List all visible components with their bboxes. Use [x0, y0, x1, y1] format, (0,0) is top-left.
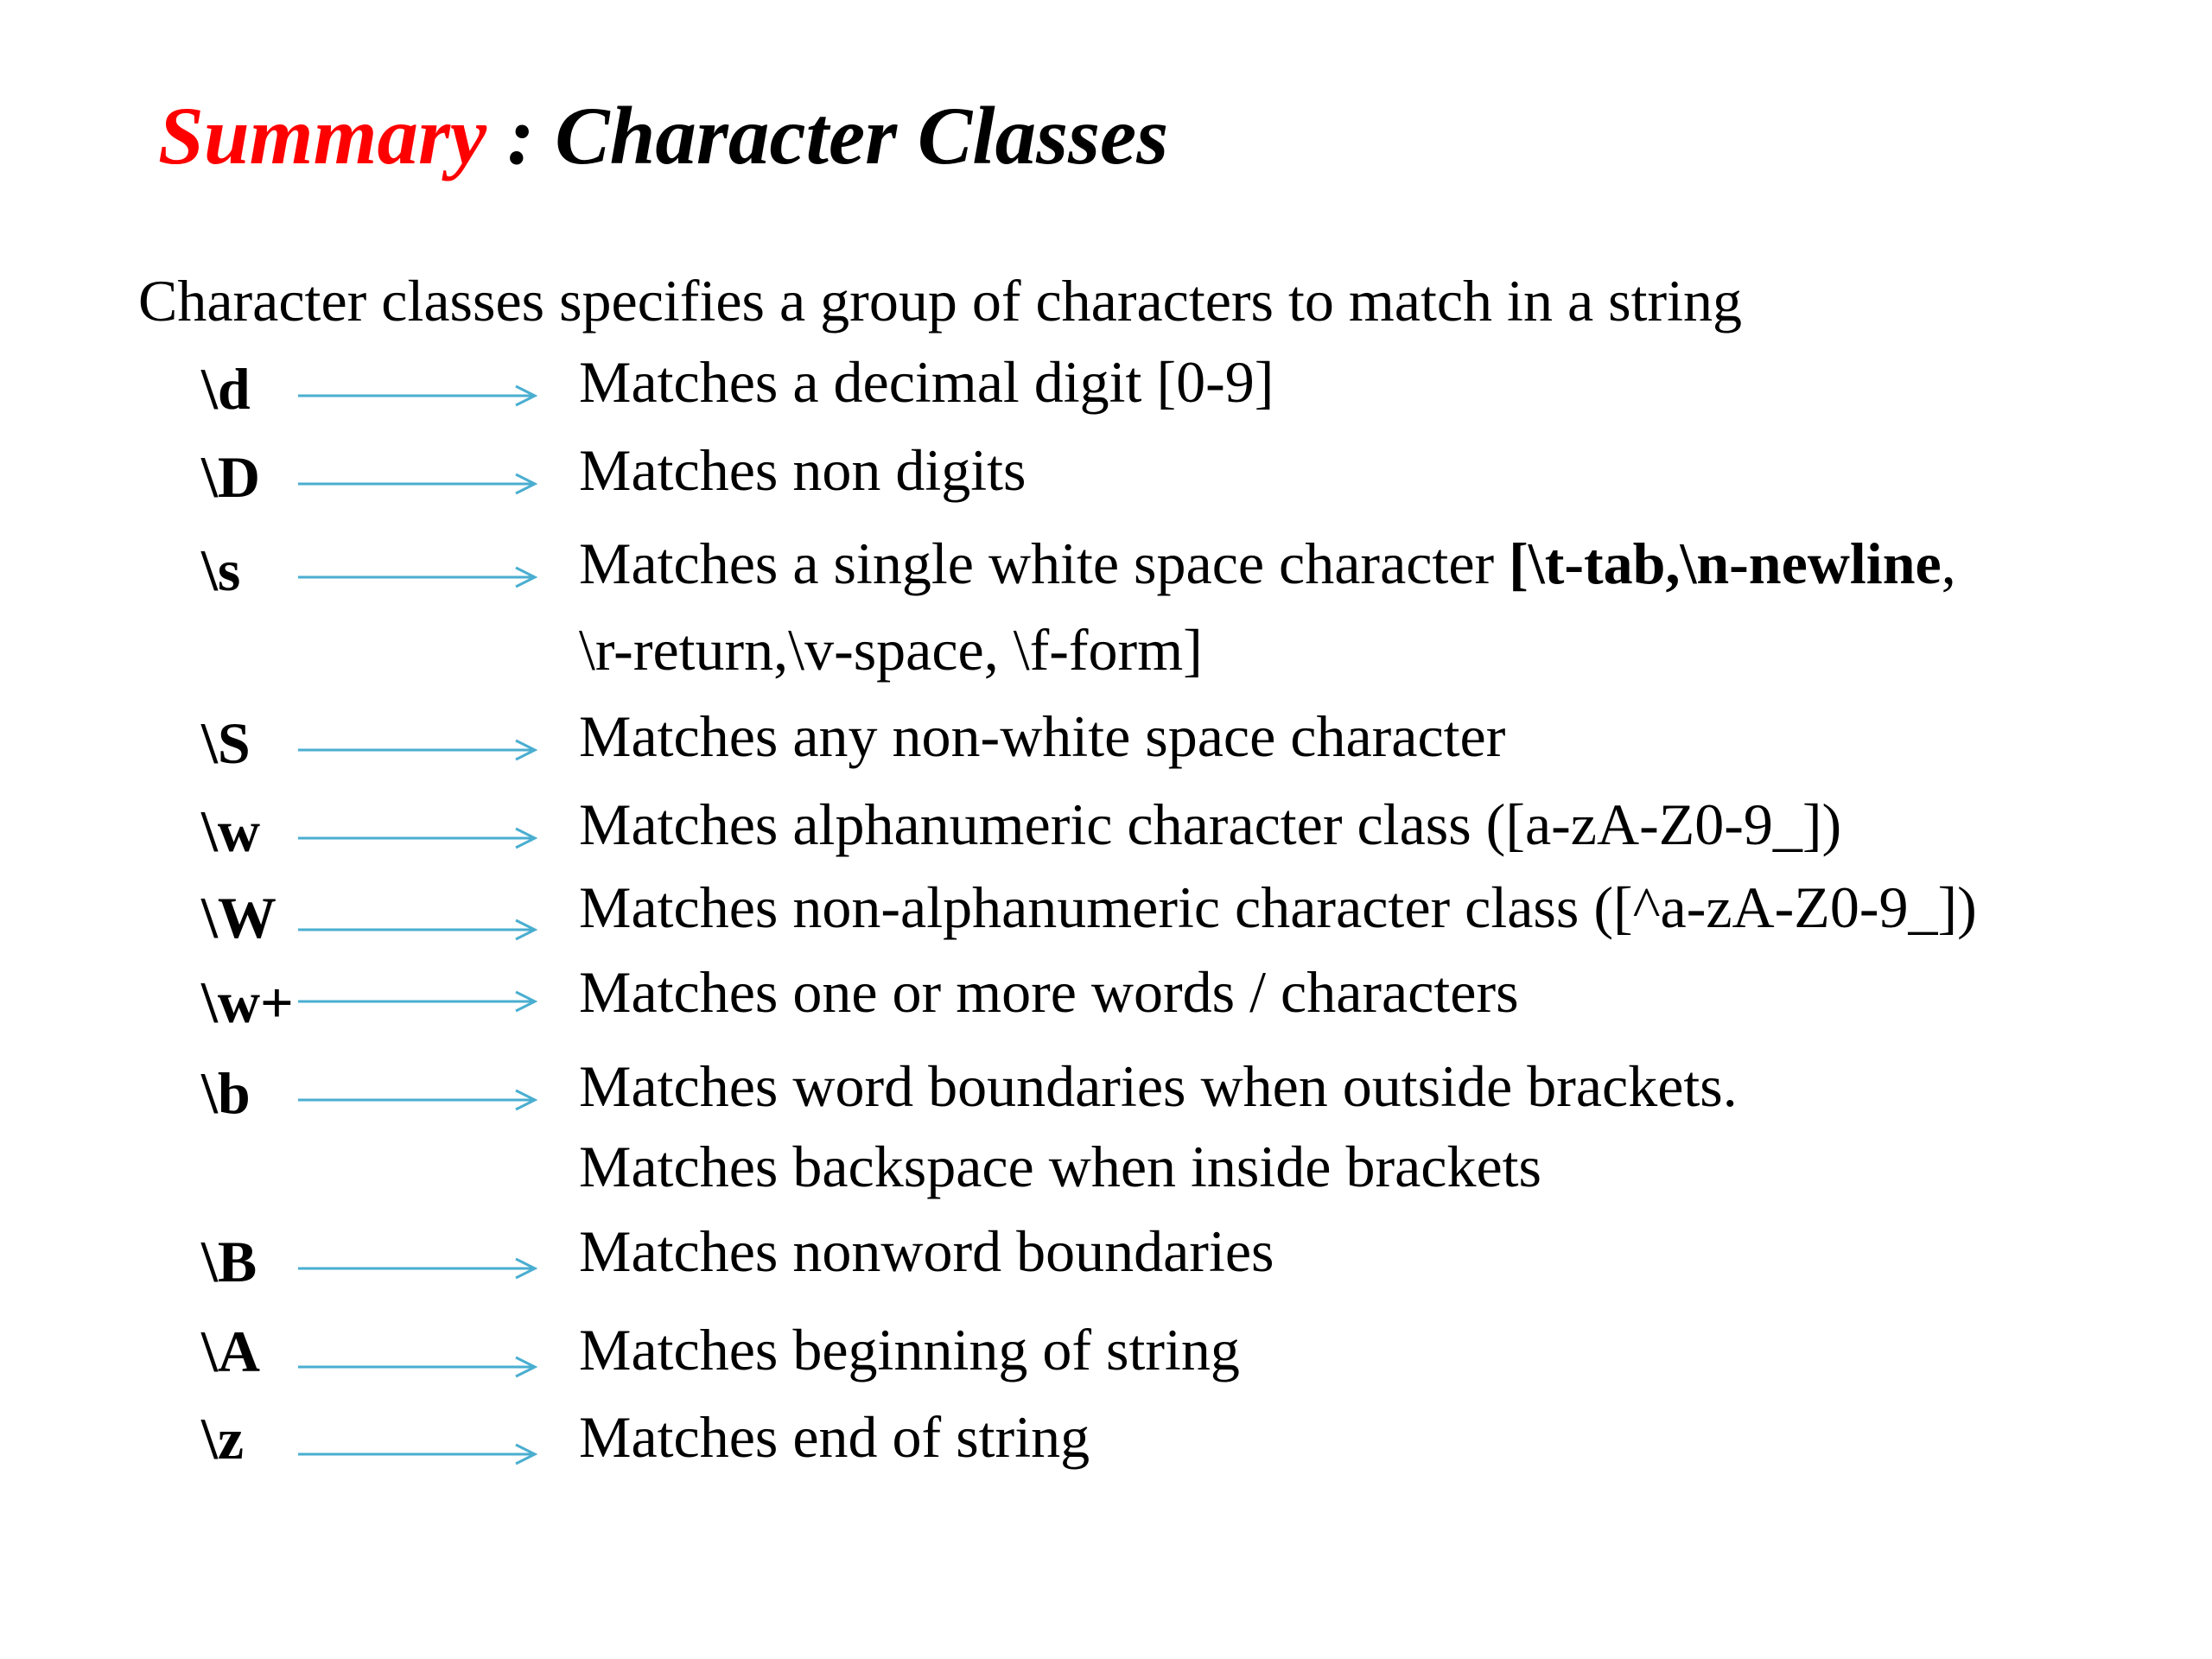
right-arrow-icon	[298, 1442, 540, 1466]
item-code: \A	[201, 1319, 260, 1384]
item-code: \d	[201, 356, 251, 422]
item-description-text: Matches a single white space character	[579, 531, 1510, 596]
right-arrow-icon	[298, 918, 540, 942]
item-description: Matches nonword boundaries	[579, 1218, 1274, 1284]
item-description-line2: Matches backspace when inside brackets	[579, 1134, 1541, 1199]
right-arrow-icon	[298, 565, 540, 589]
item-code: \s	[201, 537, 241, 603]
list-item	[0, 531, 2212, 683]
title-rest: : Character Classes	[486, 90, 1169, 181]
right-arrow-icon	[298, 384, 540, 408]
right-arrow-icon	[298, 1088, 540, 1112]
item-description: Matches non digits	[579, 437, 1027, 503]
list-item	[0, 437, 2212, 520]
list-item	[0, 791, 2212, 874]
list-item	[0, 1404, 2212, 1482]
list-item	[0, 874, 2212, 961]
list-item	[0, 1317, 2212, 1395]
right-arrow-icon	[298, 1355, 540, 1379]
item-description-line2: \r-return,\v-space, \f-form]	[579, 617, 1203, 683]
item-description: Matches any non-white space character	[579, 703, 1506, 769]
item-code: \z	[201, 1406, 245, 1471]
intro-text: Character classes specifies a group of characters to match in a string	[138, 268, 1743, 334]
item-code: \w	[201, 798, 260, 864]
right-arrow-icon	[298, 826, 540, 850]
right-arrow-icon	[298, 472, 540, 496]
item-description: Matches beginning of string	[579, 1317, 1240, 1382]
item-description: Matches a decimal digit [0-9]	[579, 349, 1274, 415]
item-code: \W	[201, 885, 276, 950]
item-code: \B	[201, 1229, 257, 1294]
item-description-text: ,	[1941, 531, 1956, 596]
list-item	[0, 1053, 2212, 1199]
list-item	[0, 959, 2212, 1046]
item-code: \w+	[201, 969, 294, 1035]
slide-title	[158, 86, 1168, 185]
item-code: \b	[201, 1060, 251, 1126]
right-arrow-icon	[298, 989, 540, 1014]
item-description: Matches alphanumeric character class ([a-zA-Z0-9_])	[579, 791, 1842, 857]
right-arrow-icon	[298, 1256, 540, 1281]
item-description: Matches one or more words / characters	[579, 959, 1519, 1025]
item-description: Matches word boundaries when outside brackets.	[579, 1053, 1738, 1119]
right-arrow-icon	[298, 738, 540, 762]
title-accent: Summary	[158, 90, 487, 181]
list-item	[0, 703, 2212, 786]
list-item	[0, 1218, 2212, 1305]
item-description-bold: [\t-tab,\n-newline	[1509, 531, 1942, 596]
item-description: Matches non-alphanumeric character class ([^a-zA-Z0-9_])	[579, 874, 1977, 940]
item-description	[579, 529, 1956, 600]
list-item	[0, 349, 2212, 432]
item-code: \D	[201, 444, 260, 510]
item-description: Matches end of string	[579, 1404, 1090, 1470]
item-code: \S	[201, 710, 251, 776]
